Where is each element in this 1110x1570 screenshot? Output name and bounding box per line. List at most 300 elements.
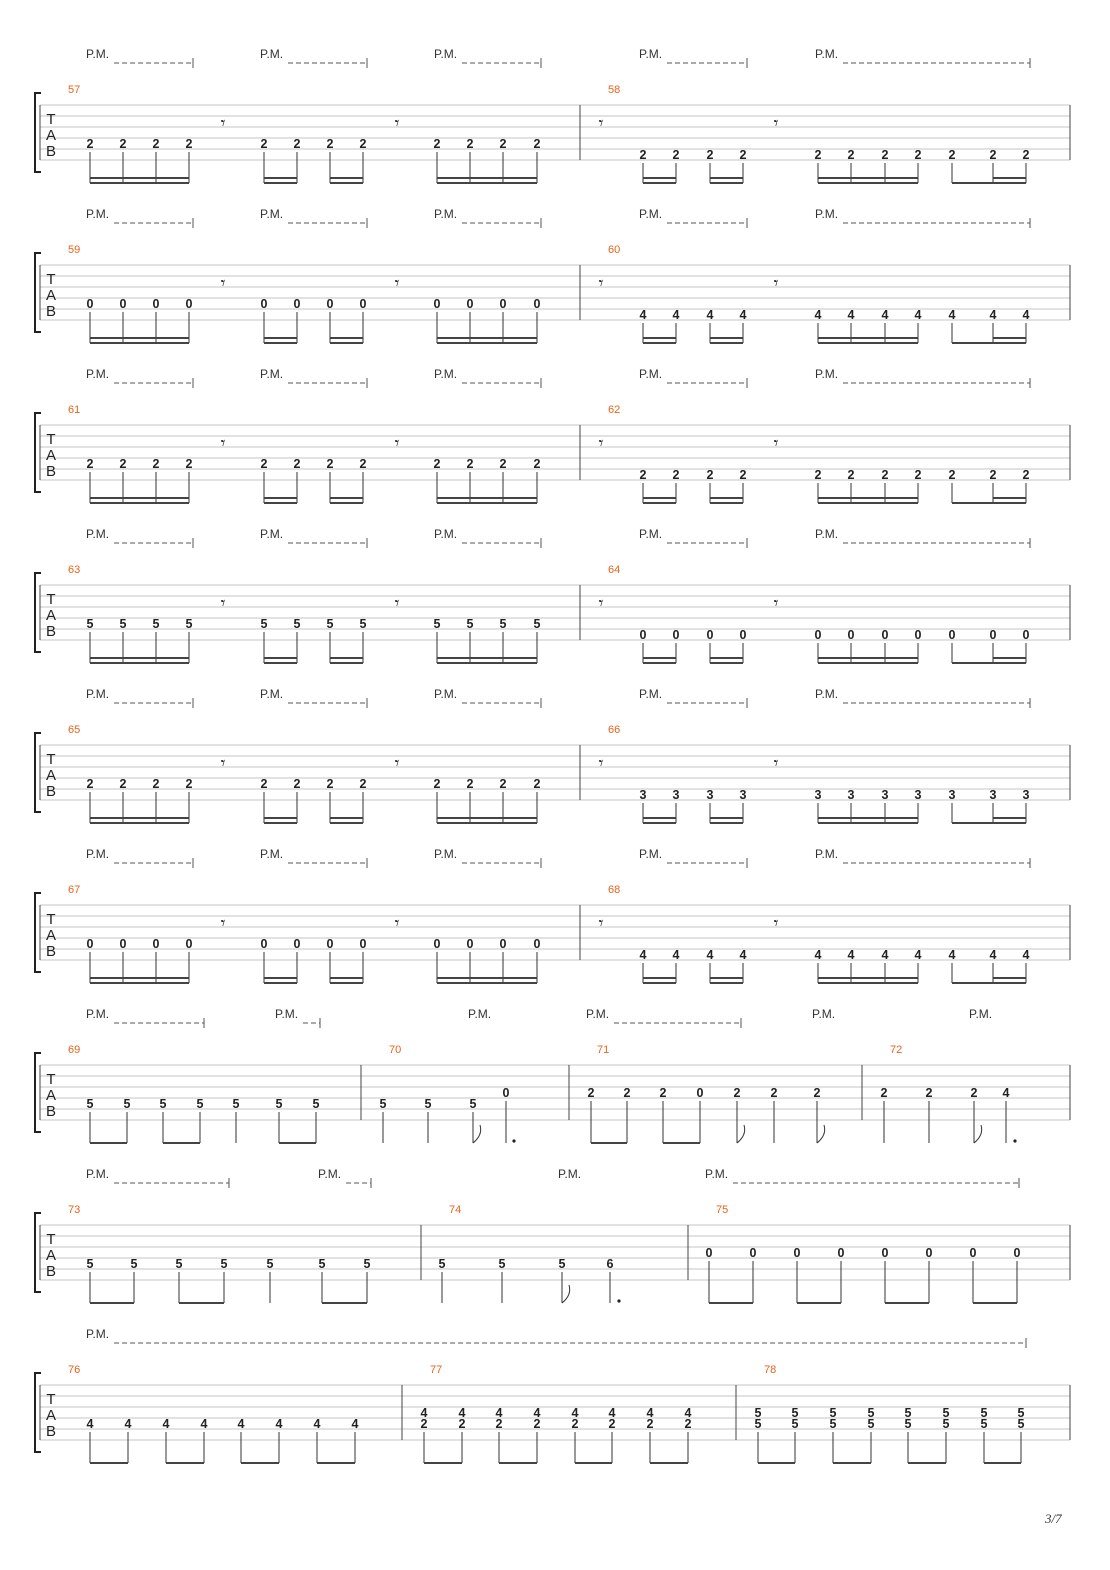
fret-number: 2 <box>433 777 441 791</box>
fret-number: 5 <box>185 617 193 631</box>
fret-number: 2 <box>948 148 956 162</box>
fret-number: 2 <box>119 137 127 151</box>
tab-clef-letter: T <box>46 1231 56 1248</box>
fret-number: 2 <box>1022 148 1030 162</box>
fret-number: 2 <box>499 457 507 471</box>
fret-number: 0 <box>433 297 441 311</box>
fret-number: 2 <box>948 468 956 482</box>
fret-number: 0 <box>433 937 441 951</box>
fret-number: 5 <box>942 1417 950 1431</box>
palm-mute-label: P.M. <box>639 367 663 381</box>
fret-number: 0 <box>533 297 541 311</box>
fret-number: 3 <box>814 788 822 802</box>
fret-number: 4 <box>533 1406 541 1420</box>
fret-number: 5 <box>326 617 334 631</box>
palm-mute-label: P.M. <box>468 1007 492 1021</box>
fret-number: 2 <box>706 468 714 482</box>
eighth-rest: 𝄾 <box>598 753 604 774</box>
fret-number: 0 <box>672 628 680 642</box>
fret-number: 0 <box>881 628 889 642</box>
fret-number: 5 <box>196 1097 204 1111</box>
palm-mute-label: P.M. <box>318 1167 342 1181</box>
palm-mute-label: P.M. <box>815 847 839 861</box>
eighth-rest: 𝄾 <box>220 273 226 294</box>
fret-number: 2 <box>533 1417 541 1431</box>
fret-number: 2 <box>770 1086 778 1100</box>
fret-number: 3 <box>948 788 956 802</box>
fret-number: 2 <box>86 457 94 471</box>
fret-number: 4 <box>639 308 647 322</box>
fret-number: 0 <box>119 937 127 951</box>
fret-number: 2 <box>533 137 541 151</box>
eighth-rest: 𝄾 <box>394 753 400 774</box>
fret-number: 2 <box>499 777 507 791</box>
fret-number: 4 <box>124 1417 132 1431</box>
fret-number: 0 <box>881 1246 889 1260</box>
fret-number: 5 <box>260 617 268 631</box>
tab-clef-letter: A <box>45 927 57 944</box>
palm-mute-label: P.M. <box>815 47 839 61</box>
fret-number: 2 <box>880 1086 888 1100</box>
tab-clef-letter: T <box>46 111 56 128</box>
fret-number: 6 <box>606 1257 614 1271</box>
measure-number: 67 <box>68 884 81 896</box>
fret-number: 2 <box>359 777 367 791</box>
tab-clef-letter: B <box>45 303 57 320</box>
tab-system <box>35 1007 1070 1143</box>
fret-number: 4 <box>313 1417 321 1431</box>
fret-number: 5 <box>791 1406 799 1420</box>
fret-number: 4 <box>948 308 956 322</box>
fret-number: 4 <box>881 308 889 322</box>
fret-number: 5 <box>86 1257 94 1271</box>
fret-number: 4 <box>1022 308 1030 322</box>
fret-number: 5 <box>533 617 541 631</box>
fret-number: 4 <box>495 1406 503 1420</box>
palm-mute-label: P.M. <box>434 367 458 381</box>
fret-number: 2 <box>458 1417 466 1431</box>
eighth-rest: 𝄾 <box>220 433 226 454</box>
fret-number: 5 <box>980 1417 988 1431</box>
fret-number: 2 <box>326 137 334 151</box>
fret-number: 3 <box>706 788 714 802</box>
note-flag <box>473 1125 481 1143</box>
fret-number: 2 <box>739 468 747 482</box>
fret-number: 4 <box>237 1417 245 1431</box>
duration-dot <box>617 1299 620 1302</box>
fret-number: 2 <box>639 148 647 162</box>
tab-system <box>35 527 1070 663</box>
fret-number: 5 <box>359 617 367 631</box>
fret-number: 2 <box>881 148 889 162</box>
fret-number: 0 <box>502 1086 510 1100</box>
fret-number: 2 <box>813 1086 821 1100</box>
fret-number: 5 <box>86 1097 94 1111</box>
measure-number: 65 <box>68 724 81 736</box>
palm-mute-label: P.M. <box>86 1167 110 1181</box>
eighth-rest: 𝄾 <box>773 113 779 134</box>
palm-mute-label: P.M. <box>86 687 110 701</box>
palm-mute-label: P.M. <box>639 527 663 541</box>
fret-number: 5 <box>318 1257 326 1271</box>
tab-clef-letter: A <box>45 1087 57 1104</box>
fret-number: 5 <box>232 1097 240 1111</box>
fret-number: 5 <box>980 1406 988 1420</box>
fret-number: 5 <box>119 617 127 631</box>
tab-system <box>35 687 1070 823</box>
fret-number: 2 <box>571 1417 579 1431</box>
measure-number: 72 <box>890 1044 903 1056</box>
note-flag <box>562 1285 570 1303</box>
eighth-rest: 𝄾 <box>773 433 779 454</box>
palm-mute-label: P.M. <box>260 847 284 861</box>
fret-number: 4 <box>989 948 997 962</box>
fret-number: 2 <box>152 777 160 791</box>
fret-number: 0 <box>326 937 334 951</box>
palm-mute-label: P.M. <box>86 207 110 221</box>
fret-number: 4 <box>420 1406 428 1420</box>
fret-number: 4 <box>608 1406 616 1420</box>
fret-number: 0 <box>969 1246 977 1260</box>
fret-number: 3 <box>1022 788 1030 802</box>
fret-number: 3 <box>914 788 922 802</box>
fret-number: 5 <box>159 1097 167 1111</box>
palm-mute-label: P.M. <box>86 367 110 381</box>
measure-number: 59 <box>68 244 81 256</box>
tab-system <box>35 367 1070 503</box>
fret-number: 0 <box>914 628 922 642</box>
eighth-rest: 𝄾 <box>394 593 400 614</box>
palm-mute-label: P.M. <box>86 1007 110 1021</box>
tab-clef-letter: A <box>45 1407 57 1424</box>
fret-number: 2 <box>260 777 268 791</box>
measure-number: 74 <box>449 1204 462 1216</box>
palm-mute-label: P.M. <box>260 687 284 701</box>
eighth-rest: 𝄾 <box>598 433 604 454</box>
fret-number: 0 <box>86 937 94 951</box>
fret-number: 2 <box>185 137 193 151</box>
fret-number: 2 <box>733 1086 741 1100</box>
palm-mute-label: P.M. <box>275 1007 299 1021</box>
eighth-rest: 𝄾 <box>773 273 779 294</box>
tab-clef-letter: T <box>46 1071 56 1088</box>
fret-number: 2 <box>293 457 301 471</box>
fret-number: 5 <box>312 1097 320 1111</box>
palm-mute-label: P.M. <box>558 1167 582 1181</box>
fret-number: 2 <box>706 148 714 162</box>
fret-number: 2 <box>119 777 127 791</box>
fret-number: 2 <box>466 457 474 471</box>
fret-number: 5 <box>175 1257 183 1271</box>
fret-number: 2 <box>433 137 441 151</box>
tab-clef-letter: T <box>46 911 56 928</box>
tab-system <box>35 1327 1070 1463</box>
measure-number: 69 <box>68 1044 81 1056</box>
fret-number: 4 <box>948 948 956 962</box>
fret-number: 0 <box>293 937 301 951</box>
tab-clef-letter: B <box>45 1263 57 1280</box>
fret-number: 5 <box>466 617 474 631</box>
palm-mute-label: P.M. <box>434 47 458 61</box>
fret-number: 4 <box>739 308 747 322</box>
palm-mute-label: P.M. <box>434 687 458 701</box>
eighth-rest: 𝄾 <box>773 593 779 614</box>
measure-number: 71 <box>597 1044 610 1056</box>
fret-number: 5 <box>829 1417 837 1431</box>
fret-number: 5 <box>275 1097 283 1111</box>
fret-number: 4 <box>881 948 889 962</box>
measure-number: 76 <box>68 1364 81 1376</box>
tab-clef-letter: T <box>46 431 56 448</box>
tab-system <box>35 1167 1070 1303</box>
measure-number: 75 <box>716 1204 729 1216</box>
tab-clef-letter: B <box>45 463 57 480</box>
palm-mute-label: P.M. <box>434 847 458 861</box>
fret-number: 4 <box>814 948 822 962</box>
fret-number: 0 <box>293 297 301 311</box>
fret-number: 0 <box>814 628 822 642</box>
eighth-rest: 𝄾 <box>220 593 226 614</box>
fret-number: 2 <box>608 1417 616 1431</box>
fret-number: 2 <box>684 1417 692 1431</box>
eighth-rest: 𝄾 <box>394 113 400 134</box>
duration-dot <box>1013 1139 1016 1142</box>
fret-number: 0 <box>706 628 714 642</box>
palm-mute-label: P.M. <box>86 1327 110 1341</box>
fret-number: 5 <box>867 1417 875 1431</box>
palm-mute-label: P.M. <box>815 207 839 221</box>
measure-number: 66 <box>608 724 621 736</box>
palm-mute-label: P.M. <box>969 1007 993 1021</box>
palm-mute-label: P.M. <box>639 847 663 861</box>
fret-number: 0 <box>152 937 160 951</box>
fret-number: 4 <box>847 948 855 962</box>
eighth-rest: 𝄾 <box>598 113 604 134</box>
tab-system <box>35 47 1070 183</box>
palm-mute-label: P.M. <box>86 847 110 861</box>
tab-clef-letter: A <box>45 767 57 784</box>
tab-clef-letter: A <box>45 447 57 464</box>
fret-number: 2 <box>185 777 193 791</box>
fret-number: 5 <box>379 1097 387 1111</box>
fret-number: 5 <box>904 1417 912 1431</box>
fret-number: 4 <box>847 308 855 322</box>
palm-mute-label: P.M. <box>705 1167 729 1181</box>
tab-clef-letter: B <box>45 623 57 640</box>
fret-number: 2 <box>914 148 922 162</box>
fret-number: 0 <box>696 1086 704 1100</box>
palm-mute-label: P.M. <box>815 687 839 701</box>
fret-number: 5 <box>558 1257 566 1271</box>
fret-number: 0 <box>705 1246 713 1260</box>
duration-dot <box>512 1139 515 1142</box>
fret-number: 0 <box>466 297 474 311</box>
fret-number: 3 <box>639 788 647 802</box>
fret-number: 0 <box>499 297 507 311</box>
measure-number: 77 <box>430 1364 443 1376</box>
fret-number: 3 <box>672 788 680 802</box>
note-flag <box>737 1125 745 1143</box>
fret-number: 2 <box>466 777 474 791</box>
fret-number: 5 <box>424 1097 432 1111</box>
fret-number: 0 <box>185 937 193 951</box>
fret-number: 2 <box>672 468 680 482</box>
fret-number: 0 <box>152 297 160 311</box>
palm-mute-label: P.M. <box>815 367 839 381</box>
fret-number: 4 <box>739 948 747 962</box>
fret-number: 2 <box>185 457 193 471</box>
fret-number: 2 <box>970 1086 978 1100</box>
fret-number: 2 <box>814 468 822 482</box>
measure-number: 78 <box>764 1364 777 1376</box>
fret-number: 2 <box>260 457 268 471</box>
fret-number: 5 <box>904 1406 912 1420</box>
fret-number: 0 <box>359 297 367 311</box>
fret-number: 0 <box>185 297 193 311</box>
eighth-rest: 𝄾 <box>220 913 226 934</box>
fret-number: 0 <box>639 628 647 642</box>
fret-number: 0 <box>1022 628 1030 642</box>
fret-number: 0 <box>533 937 541 951</box>
fret-number: 2 <box>86 137 94 151</box>
fret-number: 2 <box>881 468 889 482</box>
fret-number: 2 <box>989 468 997 482</box>
fret-number: 5 <box>498 1257 506 1271</box>
fret-number: 4 <box>646 1406 654 1420</box>
fret-number: 5 <box>942 1406 950 1420</box>
fret-number: 0 <box>847 628 855 642</box>
fret-number: 5 <box>829 1406 837 1420</box>
fret-number: 2 <box>499 137 507 151</box>
fret-number: 4 <box>989 308 997 322</box>
eighth-rest: 𝄾 <box>598 593 604 614</box>
fret-number: 2 <box>1022 468 1030 482</box>
eighth-rest: 𝄾 <box>220 753 226 774</box>
palm-mute-label: P.M. <box>639 687 663 701</box>
fret-number: 4 <box>571 1406 579 1420</box>
palm-mute-label: P.M. <box>260 207 284 221</box>
fret-number: 5 <box>293 617 301 631</box>
fret-number: 5 <box>754 1417 762 1431</box>
fret-number: 4 <box>200 1417 208 1431</box>
fret-number: 4 <box>162 1417 170 1431</box>
fret-number: 2 <box>359 457 367 471</box>
fret-number: 2 <box>293 137 301 151</box>
tab-clef-letter: B <box>45 1423 57 1440</box>
fret-number: 2 <box>86 777 94 791</box>
fret-number: 0 <box>925 1246 933 1260</box>
tab-clef-letter: T <box>46 591 56 608</box>
fret-number: 3 <box>739 788 747 802</box>
fret-number: 0 <box>749 1246 757 1260</box>
fret-number: 5 <box>1017 1417 1025 1431</box>
fret-number: 0 <box>86 297 94 311</box>
fret-number: 2 <box>152 457 160 471</box>
fret-number: 5 <box>86 617 94 631</box>
measure-number: 62 <box>608 404 621 416</box>
fret-number: 5 <box>867 1406 875 1420</box>
fret-number: 2 <box>914 468 922 482</box>
palm-mute-label: P.M. <box>815 527 839 541</box>
fret-number: 2 <box>672 148 680 162</box>
palm-mute-label: P.M. <box>260 47 284 61</box>
fret-number: 2 <box>533 777 541 791</box>
eighth-rest: 𝄾 <box>394 913 400 934</box>
fret-number: 4 <box>914 948 922 962</box>
fret-number: 4 <box>706 948 714 962</box>
fret-number: 2 <box>466 137 474 151</box>
fret-number: 0 <box>466 937 474 951</box>
fret-number: 5 <box>1017 1406 1025 1420</box>
palm-mute-label: P.M. <box>86 47 110 61</box>
fret-number: 4 <box>672 308 680 322</box>
fret-number: 2 <box>847 468 855 482</box>
eighth-rest: 𝄾 <box>394 433 400 454</box>
fret-number: 2 <box>119 457 127 471</box>
fret-number: 2 <box>152 137 160 151</box>
fret-number: 4 <box>684 1406 692 1420</box>
measure-number: 58 <box>608 84 621 96</box>
fret-number: 2 <box>433 457 441 471</box>
measure-number: 63 <box>68 564 81 576</box>
tab-clef-letter: A <box>45 127 57 144</box>
fret-number: 0 <box>837 1246 845 1260</box>
fret-number: 0 <box>499 937 507 951</box>
fret-number: 4 <box>914 308 922 322</box>
eighth-rest: 𝄾 <box>220 113 226 134</box>
note-flag <box>974 1125 982 1143</box>
fret-number: 5 <box>130 1257 138 1271</box>
tab-clef-letter: B <box>45 783 57 800</box>
fret-number: 4 <box>672 948 680 962</box>
fret-number: 2 <box>326 777 334 791</box>
palm-mute-label: P.M. <box>812 1007 836 1021</box>
fret-number: 5 <box>499 617 507 631</box>
fret-number: 4 <box>458 1406 466 1420</box>
fret-number: 5 <box>363 1257 371 1271</box>
fret-number: 0 <box>260 297 268 311</box>
fret-number: 2 <box>739 148 747 162</box>
fret-number: 2 <box>814 148 822 162</box>
fret-number: 0 <box>260 937 268 951</box>
fret-number: 5 <box>152 617 160 631</box>
fret-number: 0 <box>793 1246 801 1260</box>
fret-number: 4 <box>275 1417 283 1431</box>
palm-mute-label: P.M. <box>434 527 458 541</box>
fret-number: 4 <box>706 308 714 322</box>
eighth-rest: 𝄾 <box>394 273 400 294</box>
fret-number: 2 <box>847 148 855 162</box>
fret-number: 0 <box>326 297 334 311</box>
measure-number: 60 <box>608 244 621 256</box>
measure-number: 64 <box>608 564 621 576</box>
fret-number: 4 <box>1022 948 1030 962</box>
fret-number: 2 <box>293 777 301 791</box>
fret-number: 5 <box>791 1417 799 1431</box>
palm-mute-label: P.M. <box>86 527 110 541</box>
fret-number: 0 <box>948 628 956 642</box>
palm-mute-label: P.M. <box>639 207 663 221</box>
fret-number: 5 <box>754 1406 762 1420</box>
fret-number: 0 <box>359 937 367 951</box>
fret-number: 4 <box>814 308 822 322</box>
tab-clef-letter: A <box>45 287 57 304</box>
fret-number: 2 <box>326 457 334 471</box>
measure-number: 61 <box>68 404 81 416</box>
tab-clef-letter: A <box>45 1247 57 1264</box>
tab-clef-letter: T <box>46 271 56 288</box>
eighth-rest: 𝄾 <box>773 753 779 774</box>
